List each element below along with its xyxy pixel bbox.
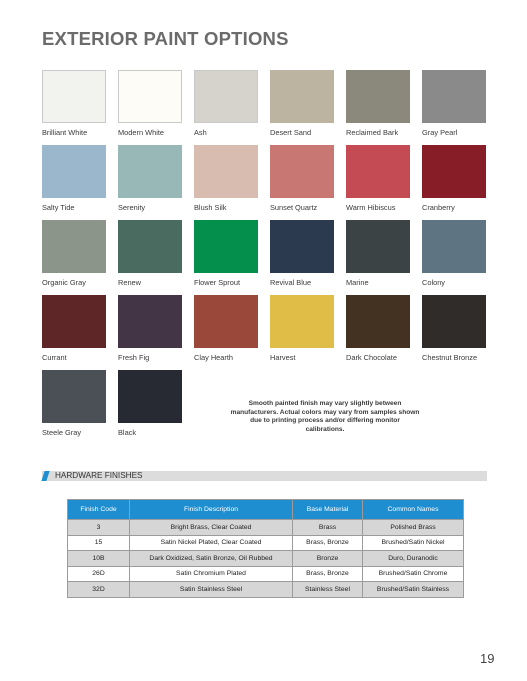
color-chip bbox=[270, 145, 334, 198]
table-cell: Brushed/Satin Stainless bbox=[363, 582, 464, 598]
table-cell: Brass, Bronze bbox=[293, 566, 363, 582]
color-chip bbox=[42, 370, 106, 423]
table-cell: 15 bbox=[68, 535, 130, 551]
swatch-name: Chestnut Bronze bbox=[422, 353, 478, 362]
paint-swatch bbox=[346, 295, 410, 370]
table-cell: 32D bbox=[68, 582, 130, 598]
table-cell: Dark Oxidized, Satin Bronze, Oil Rubbed bbox=[130, 551, 293, 567]
paint-swatch bbox=[270, 70, 334, 145]
table-cell: Brushed/Satin Nickel bbox=[363, 535, 464, 551]
paint-swatch bbox=[118, 370, 182, 445]
color-chip bbox=[42, 145, 106, 198]
paint-swatch bbox=[194, 295, 258, 370]
swatch-name: Ash bbox=[194, 128, 207, 137]
table-cell: Stainless Steel bbox=[293, 582, 363, 598]
swatch-name: Cranberry bbox=[422, 203, 455, 212]
paint-swatch bbox=[118, 70, 182, 145]
swatch-name: Dark Chocolate bbox=[346, 353, 397, 362]
swatch-name: Flower Sprout bbox=[194, 278, 241, 287]
table-cell: Duro, Duranodic bbox=[363, 551, 464, 567]
table-cell: Satin Stainless Steel bbox=[130, 582, 293, 598]
color-chip bbox=[270, 70, 334, 123]
paint-swatch bbox=[422, 145, 486, 220]
table-row bbox=[68, 551, 464, 567]
page-title: EXTERIOR PAINT OPTIONS bbox=[42, 28, 289, 49]
swatch-name: Fresh Fig bbox=[118, 353, 150, 362]
column-header: Finish Code bbox=[68, 500, 130, 520]
paint-swatch bbox=[422, 70, 486, 145]
color-chip bbox=[194, 220, 258, 273]
section-title: HARDWARE FINISHES bbox=[55, 471, 143, 480]
color-chip bbox=[346, 70, 410, 123]
table-cell: Brass, Bronze bbox=[293, 535, 363, 551]
color-chip bbox=[118, 295, 182, 348]
paint-swatch bbox=[118, 145, 182, 220]
swatch-name: Harvest bbox=[270, 353, 296, 362]
swatch-name: Gray Pearl bbox=[422, 128, 458, 137]
color-disclaimer: Smooth painted finish may vary slightly between manufacturers. Actual colors may vary from samples shown due to printing process and/or differing monitor calibrations. bbox=[230, 400, 420, 433]
table-cell: 10B bbox=[68, 551, 130, 567]
swatch-name: Colony bbox=[422, 278, 446, 287]
paint-swatch bbox=[194, 145, 258, 220]
paint-swatch bbox=[42, 220, 106, 295]
table-row bbox=[68, 520, 464, 536]
table-row bbox=[68, 535, 464, 551]
color-chip bbox=[270, 220, 334, 273]
swatch-name: Black bbox=[118, 428, 137, 437]
swatch-name: Warm Hibiscus bbox=[346, 203, 396, 212]
color-chip bbox=[118, 145, 182, 198]
color-chip bbox=[118, 370, 182, 423]
color-chip bbox=[346, 220, 410, 273]
swatch-name: Currant bbox=[42, 353, 67, 362]
paint-swatch bbox=[42, 145, 106, 220]
column-header: Common Names bbox=[363, 500, 464, 520]
color-chip bbox=[42, 220, 106, 273]
color-chip bbox=[422, 145, 486, 198]
swatch-name: Steele Gray bbox=[42, 428, 82, 437]
paint-swatch bbox=[346, 70, 410, 145]
swatch-name: Sunset Quartz bbox=[270, 203, 318, 212]
paint-swatch bbox=[270, 220, 334, 295]
page-number: 19 bbox=[480, 651, 495, 666]
paint-swatch bbox=[42, 70, 106, 145]
color-chip bbox=[118, 220, 182, 273]
paint-swatch bbox=[346, 145, 410, 220]
swatch-name: Revival Blue bbox=[270, 278, 312, 287]
column-header: Base Material bbox=[293, 500, 363, 520]
swatch-name: Reclaimed Bark bbox=[346, 128, 399, 137]
paint-swatch bbox=[118, 220, 182, 295]
table-cell: Brass bbox=[293, 520, 363, 536]
table-cell: Bronze bbox=[293, 551, 363, 567]
color-chip bbox=[270, 295, 334, 348]
paint-swatch bbox=[422, 295, 486, 370]
color-chip bbox=[194, 145, 258, 198]
color-chip bbox=[422, 220, 486, 273]
column-header: Finish Description bbox=[130, 500, 293, 520]
swatch-name: Salty Tide bbox=[42, 203, 75, 212]
color-chip bbox=[346, 145, 410, 198]
paint-swatch bbox=[422, 220, 486, 295]
color-chip bbox=[422, 70, 486, 123]
color-chip bbox=[194, 295, 258, 348]
table-cell: 26D bbox=[68, 566, 130, 582]
color-chip bbox=[42, 70, 106, 123]
table-cell: Satin Nickel Plated, Clear Coated bbox=[130, 535, 293, 551]
paint-swatch bbox=[194, 70, 258, 145]
swatch-name: Blush Silk bbox=[194, 203, 227, 212]
color-chip bbox=[346, 295, 410, 348]
swatch-name: Clay Hearth bbox=[194, 353, 234, 362]
paint-swatch bbox=[270, 295, 334, 370]
swatch-name: Brilliant White bbox=[42, 128, 88, 137]
paint-swatch bbox=[194, 220, 258, 295]
swatch-name: Modern White bbox=[118, 128, 165, 137]
table-cell: Brushed/Satin Chrome bbox=[363, 566, 464, 582]
table-row bbox=[68, 566, 464, 582]
table-cell: 3 bbox=[68, 520, 130, 536]
paint-swatch bbox=[118, 295, 182, 370]
table-header-row bbox=[68, 500, 464, 520]
paint-swatch bbox=[270, 145, 334, 220]
paint-swatch bbox=[346, 220, 410, 295]
color-chip bbox=[194, 70, 258, 123]
hardware-finishes-table bbox=[67, 499, 464, 598]
table-cell: Bright Brass, Clear Coated bbox=[130, 520, 293, 536]
color-chip bbox=[422, 295, 486, 348]
paint-swatch bbox=[42, 370, 106, 445]
swatch-name: Renew bbox=[118, 278, 142, 287]
swatch-name: Marine bbox=[346, 278, 369, 287]
swatch-name: Desert Sand bbox=[270, 128, 312, 137]
table-cell: Satin Chromium Plated bbox=[130, 566, 293, 582]
paint-swatch bbox=[42, 295, 106, 370]
table-cell: Polished Brass bbox=[363, 520, 464, 536]
color-chip bbox=[42, 295, 106, 348]
color-chip bbox=[118, 70, 182, 123]
paint-swatch-grid bbox=[42, 70, 486, 445]
swatch-name: Organic Gray bbox=[42, 278, 86, 287]
table-row bbox=[68, 582, 464, 598]
swatch-name: Serenity bbox=[118, 203, 146, 212]
